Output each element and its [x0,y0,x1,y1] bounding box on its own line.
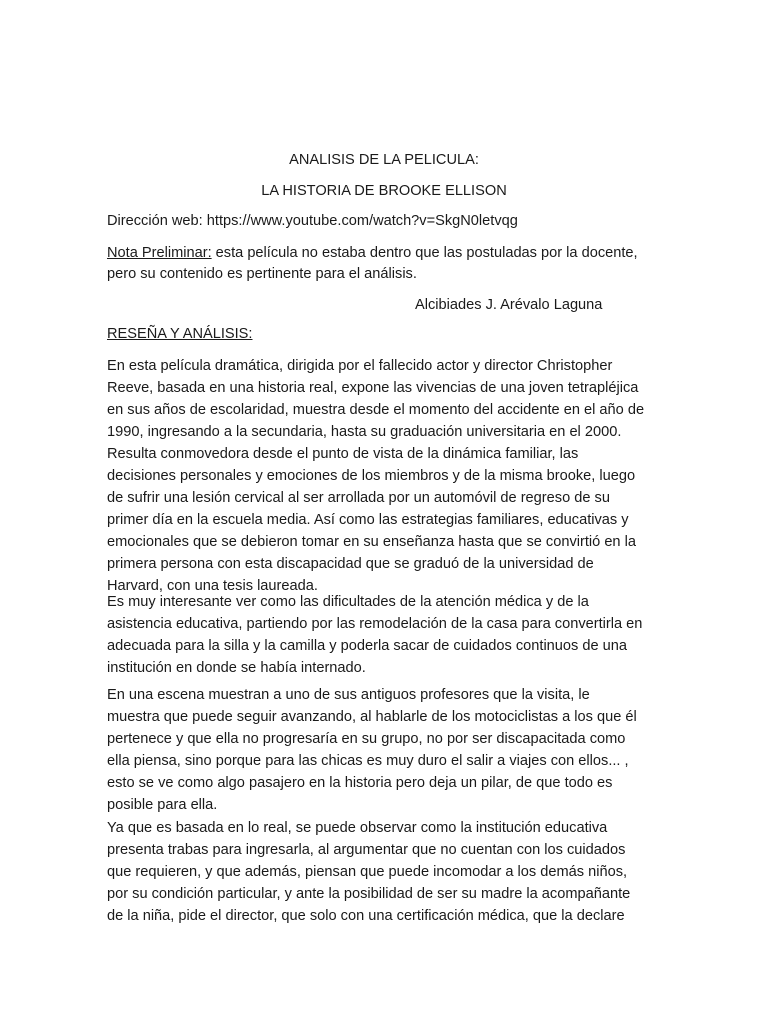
paragraph-line: en sus años de escolaridad, muestra desde el momento del accidente en el año de [107,402,645,418]
paragraph-line: Harvard, con una tesis laureada. [107,578,318,594]
preliminary-note-text: esta película no estaba dentro que las postuladas por la docente, [211,245,638,261]
paragraph-3 [107,684,667,816]
paragraph-line: por su condición particular, y ante la posibilidad de ser su madre la acompañante [107,886,631,902]
paragraph-line: institución en donde se había internado. [107,660,366,676]
paragraph-line: En una escena muestran a uno de sus antiguos profesores que la visita, le [107,687,590,703]
paragraph-line: ella piensa, sino porque para las chicas es muy duro el salir a viajes con ellos... , [107,753,629,769]
paragraph-line: pertenece y que ella no progresaría en su grupo, no por ser discapacitada como [107,731,626,747]
paragraph-line: esto se ve como algo pasajero en la historia pero deja un pilar, de que todo es [107,775,613,791]
paragraph-line: decisiones personales y emociones de los miembros y de la misma brooke, luego [107,468,636,484]
paragraph-1 [107,355,667,597]
preliminary-note-label: Nota Preliminar: [107,245,212,261]
paragraph-line: de sufrir una lesión cervical al ser arrollada por un automóvil de regreso de su [107,490,610,506]
section-heading: RESEÑA Y ANÁLISIS: [107,326,253,342]
web-address-label: Dirección web: [107,213,203,229]
paragraph-line: Resulta conmovedora desde el punto de vista de la dinámica familiar, las [107,446,579,462]
paragraph-line: de la niña, pide el director, que solo con una certificación médica, que la declare [107,908,625,924]
paragraph-line: emocionales que se debieron tomar en su enseñanza hasta que se convirtió en la [107,534,636,550]
paragraph-line: que requieren, y que además, piensan que puede incomodar a los demás niños, [107,864,628,880]
web-address-url: https://www.youtube.com/watch?v=SkgN0letvqg [206,213,518,229]
paragraph-line: Ya que es basada en lo real, se puede observar como la institución educativa [107,820,608,836]
author-name: Alcibiades J. Arévalo Laguna [415,297,603,313]
paragraph-line: En esta película dramática, dirigida por el fallecido actor y director Christopher [107,358,613,374]
paragraph-line: adecuada para la silla y la camilla y poderla sacar de cuidados continuos de una [107,638,628,654]
preliminary-note-line-2: pero su contenido es pertinente para el análisis. [107,266,417,282]
paragraph-line: Es muy interesante ver como las dificultades de la atención médica y de la [107,594,589,610]
paragraph-line: muestra que puede seguir avanzando, al hablarle de los motociclistas a los que él [107,709,637,725]
title-line-2: LA HISTORIA DE BROOKE ELLISON [261,183,507,199]
paragraph-line: primer día en la escuela media. Así como las estrategias familiares, educativas y [107,512,629,528]
paragraph-line: 1990, ingresando a la secundaria, hasta su graduación universitaria en el 2000. [107,424,622,440]
paragraph-line: presenta trabas para ingresarla, al argumentar que no cuentan con los cuidados [107,842,626,858]
web-address-line [107,210,518,232]
paragraph-line: posible para ella. [107,797,218,813]
title-line-1: ANALISIS DE LA PELICULA: [289,152,479,168]
paragraph-4 [107,817,667,927]
paragraph-line: asistencia educativa, partiendo por las remodelación de la casa para convertirla en [107,616,643,632]
paragraph-line: Reeve, basada en una historia real, expone las vivencias de una joven tetrapléjica [107,380,639,396]
preliminary-note-line-1 [107,242,638,264]
paragraph-2 [107,591,667,679]
paragraph-line: primera persona con esta discapacidad que se graduó de la universidad de [107,556,594,572]
